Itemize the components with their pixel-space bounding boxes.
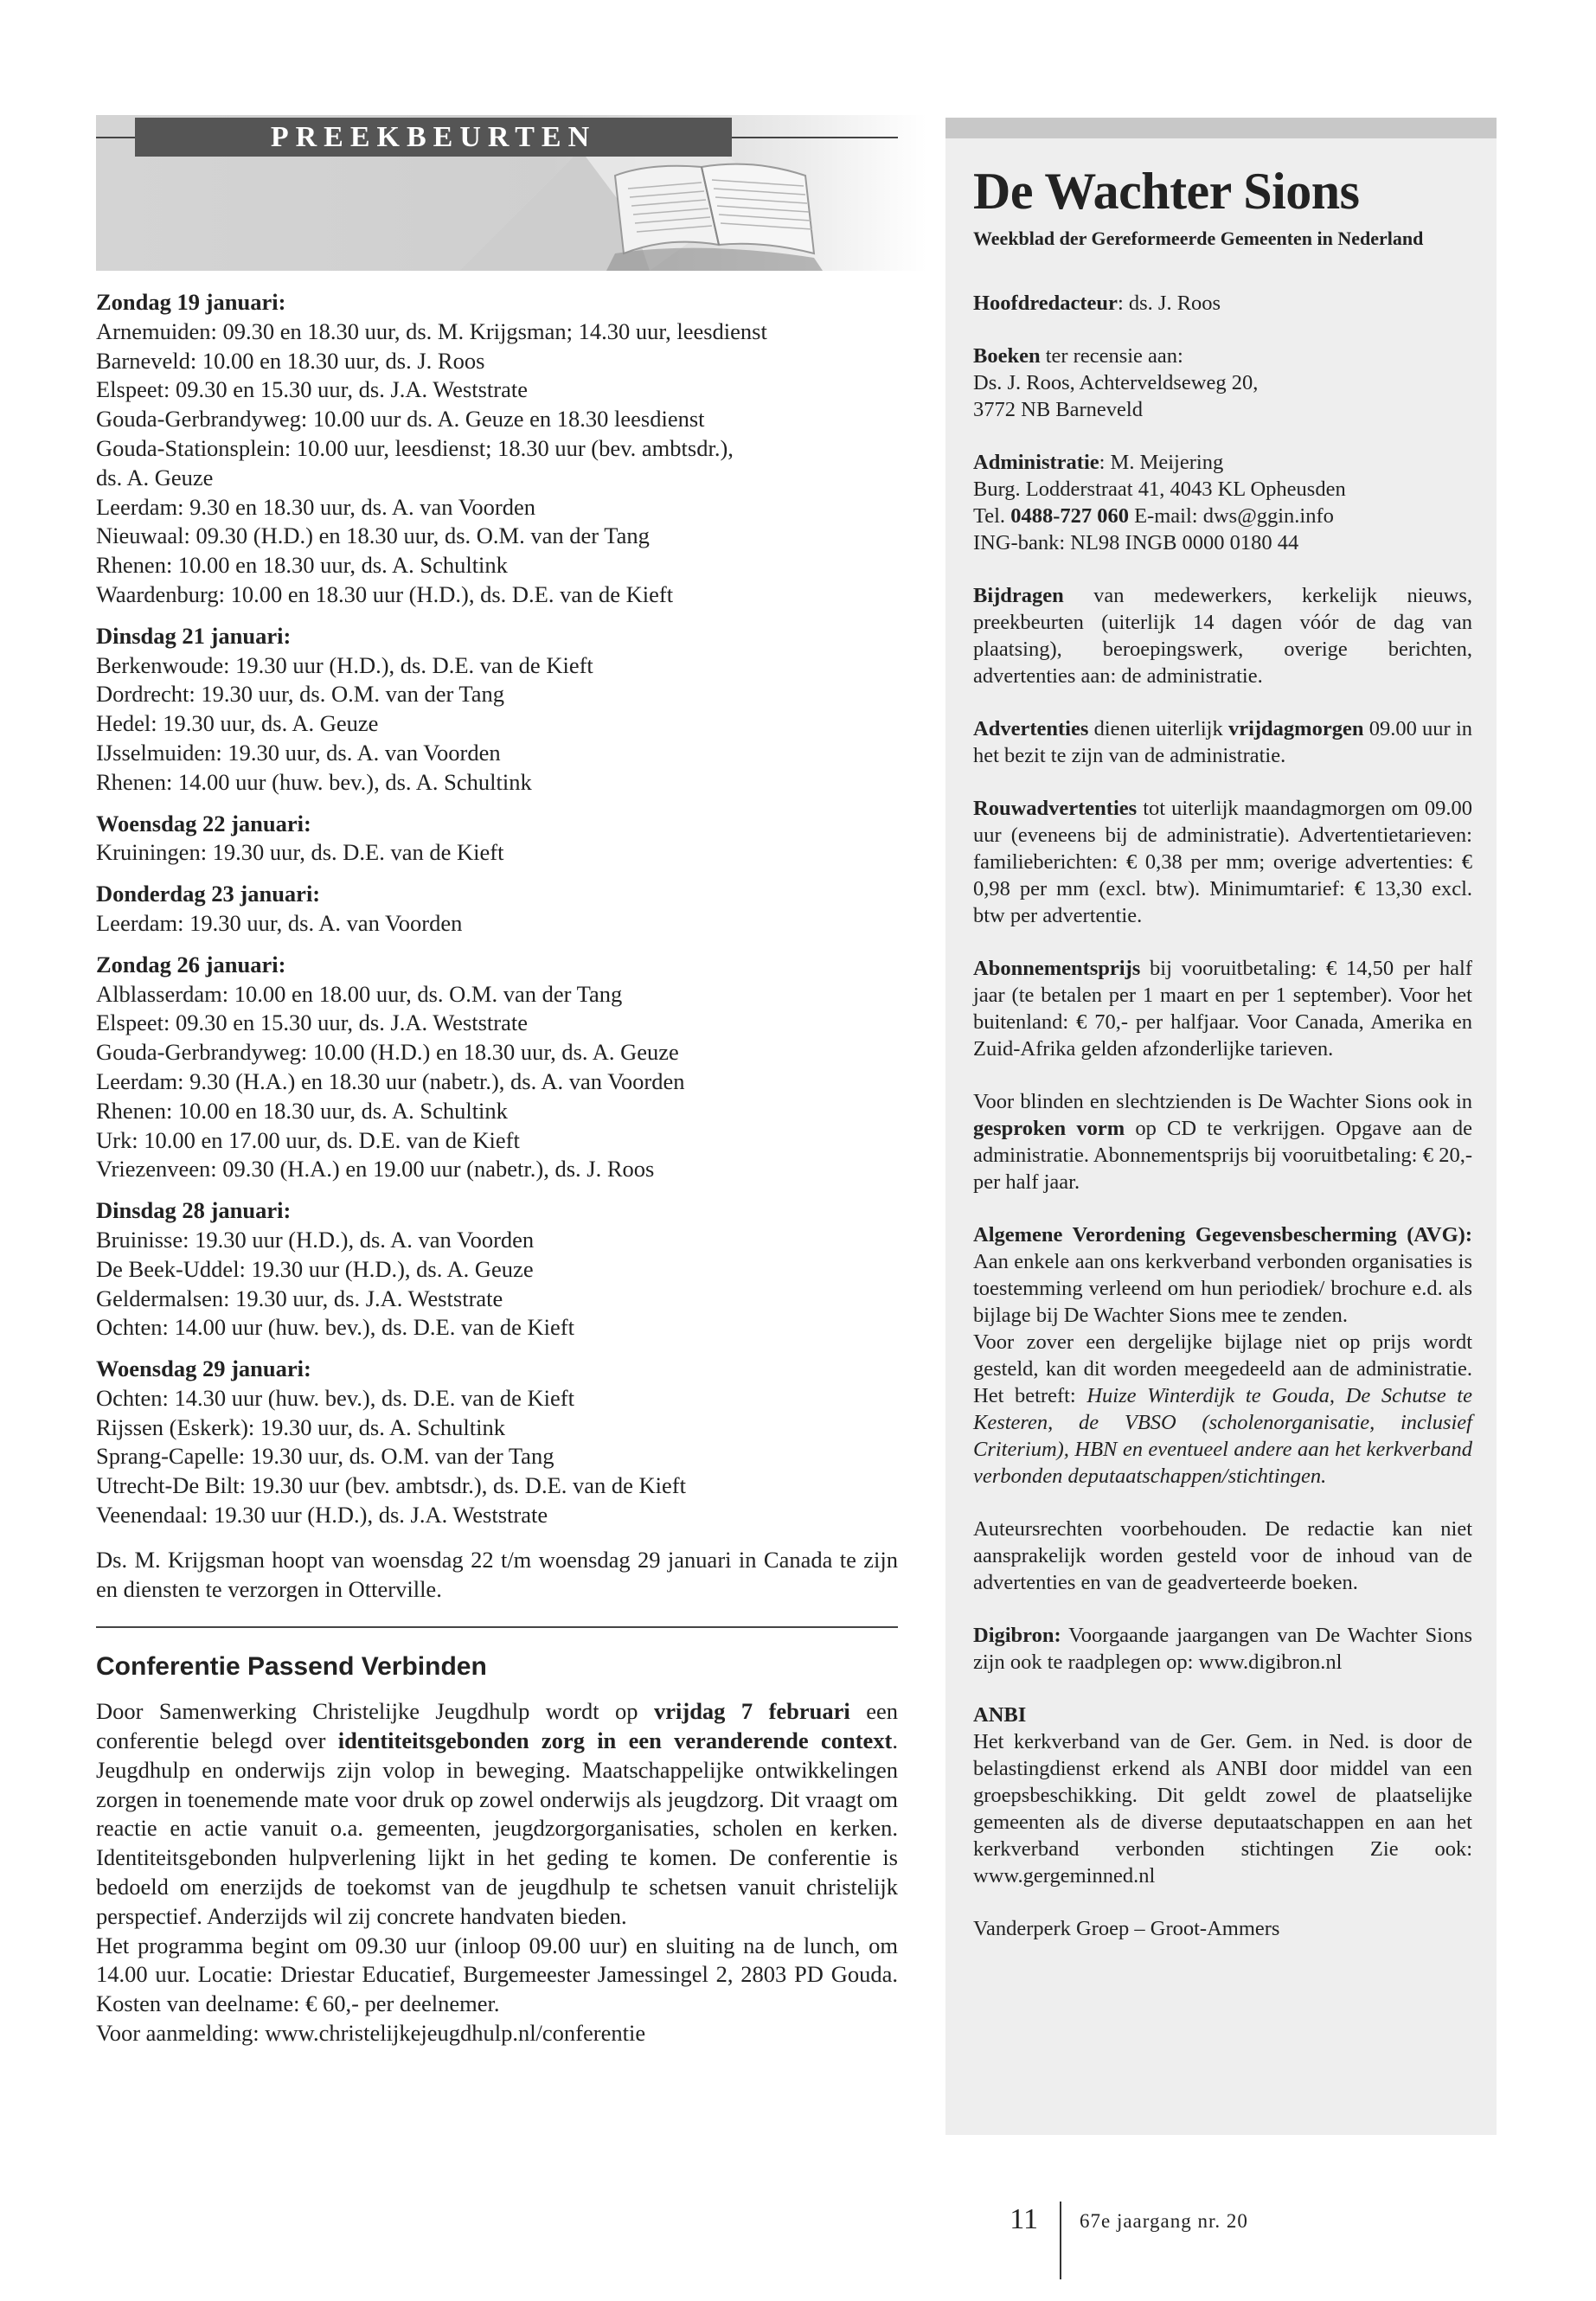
service-line: Veenendaal: 19.30 uur (H.D.), ds. J.A. Weststrate (96, 1502, 548, 1529)
service-day-heading: Dinsdag 28 januari: (96, 1197, 292, 1224)
service-day-heading: Woensdag 22 januari: (96, 810, 311, 836)
service-day-heading: Zondag 26 januari: (96, 951, 286, 977)
subscription-label: Abonnementsprijs (973, 957, 1141, 980)
service-line: Elspeet: 09.30 en 15.30 uur, ds. J.A. Weststrate (96, 1009, 529, 1036)
editor-label: Hoofdredacteur (973, 292, 1118, 315)
service-line: Rhenen: 10.00 en 18.30 uur, ds. A. Schultink (96, 552, 508, 579)
masthead-title: De Wachter Sions (973, 163, 1360, 220)
conference-text: . Jeugdhulp en onderwijs zijn volop in beweging. Maatschappelijke ontwikkelingen zorgen in toenemende mate voor druk op zowel onderwijs als jeugdzorg. Dit vraagt om reactie en actie vanuit o.a. gemeenten, jeugdzorgorganisaties, scholen en kerken. Identiteitsgebonden hulpverlening lijkt in het geding te komen. De conferentie is bedoeld om enerzijds de toekomst van de jeugdhulp te schetsen vanuit christelijk perspectief. Anderzijds wil zij concrete handvaten bieden. (96, 1727, 898, 1929)
service-day-block (96, 1196, 898, 1343)
masthead-subtitle: Weekblad der Gereformeerde Gemeenten in Nederland (973, 228, 1424, 249)
subscription-text: bij vooruitbetaling: € 14,50 per half jaar (te betalen per 1 maart en per 1 september). Voor het buitenland: € 70,- per halfjaar. Voor Canada, Amerika en Zuid-Afrika gelden afzonderlijke tarieven. (973, 957, 1472, 1061)
printer-info: Vanderperk Groep – Groot-Ammers (973, 1917, 1280, 1940)
ads-text: 09.00 uur in het bezit te zijn van de administratie. (973, 717, 1473, 767)
admin-bank: ING-bank: NL98 INGB 0000 0180 44 (973, 531, 1299, 554)
service-line: Rhenen: 14.00 uur (huw. bev.), ds. A. Schultink (96, 768, 532, 795)
preekbeurten-column (96, 288, 898, 2048)
mourning-label: Rouwadvertenties (973, 797, 1138, 820)
digibron-label: Digibron: (973, 1624, 1061, 1647)
service-day-block (96, 288, 898, 610)
conference-title: Conferentie Passend Verbinden (96, 1652, 487, 1682)
service-line: Waardenburg: 10.00 en 18.30 uur (H.D.), ds. D.E. van de Kieft (96, 580, 674, 607)
contributions-text: van medewerkers, kerkelijk nieuws, preekbeurten (uiterlijk 14 dagen vóór de dag van plaatsing), beroepingswerk, overige berichten, advertenties aan: de administratie. (973, 584, 1472, 688)
service-line: Vriezenveen: 09.30 (H.A.) en 19.00 uur (nabetr.), ds. J. Roos (96, 1156, 655, 1183)
service-line: Leerdam: 9.30 (H.A.) en 18.30 uur (nabetr.), ds. A. van Voorden (96, 1067, 685, 1094)
anbi-info (973, 1702, 1472, 1889)
digibron-text: Voorgaande jaargangen van De Wachter Sions zijn ook te raadplegen op: www.digibron.nl (973, 1624, 1472, 1674)
service-day-block (96, 951, 898, 1184)
service-day-block (96, 1355, 898, 1530)
service-day-heading: Dinsdag 21 januari: (96, 622, 292, 649)
service-line: De Beek-Uddel: 19.30 uur (H.D.), ds. A. Geuze (96, 1255, 534, 1282)
audio-text: op CD te verkrijgen. Opgave aan de administratie. Abonnementsprijs bij vooruitbetaling: € 20,- per half jaar. (973, 1117, 1473, 1194)
colophon-sidebar (945, 118, 1497, 2135)
mourning-text: tot uiterlijk maandagmorgen om 09.00 uur (eveneens bij de administratie). Advertentietarieven: familieberichten: € 0,38 per mm; overige advertenties: € 0,98 per mm (excl. btw). Minimumtarief: € 13,30 excl. btw per advertentie. (973, 797, 1472, 927)
service-line: Barneveld: 10.00 en 18.30 uur, ds. J. Roos (96, 347, 485, 374)
conference-programme: Het programma begint om 09.30 uur (inloop 09.00 uur) en sluiting na de lunch, om 14.00 uur. Locatie: Driestar Educatief, Burgemeester Jamessingel 2, 2803 PD Gouda. Kosten van deelname: € 60,- per deelnemer. (96, 1932, 898, 2017)
service-line: Hedel: 19.30 uur, ds. A. Geuze (96, 710, 379, 737)
service-line: Rijssen (Eskerk): 19.30 uur, ds. A. Schultink (96, 1413, 505, 1440)
ads-text: dienen uiterlijk (1088, 717, 1228, 740)
anbi-label: ANBI (973, 1703, 1027, 1727)
services-list (96, 288, 898, 1530)
service-line: Dordrecht: 19.30 uur, ds. O.M. van der Tang (96, 681, 505, 708)
admin-address: Burg. Lodderstraat 41, 4043 KL Opheusden (973, 478, 1346, 501)
administration-info (973, 449, 1472, 556)
service-line: Kruiningen: 19.30 uur, ds. D.E. van de Kieft (96, 839, 504, 866)
contributions-info (973, 582, 1472, 689)
service-line: Berkenwoude: 19.30 uur (H.D.), ds. D.E. van de Kieft (96, 651, 593, 678)
digibron-info (973, 1622, 1472, 1676)
books-text: ter recensie aan: (1040, 344, 1183, 368)
books-info (973, 343, 1472, 423)
advertisements-info (973, 715, 1472, 769)
service-line: Nieuwaal: 09.30 (H.D.) en 18.30 uur, ds. O.M. van der Tang (96, 522, 650, 549)
service-line: Gouda-Stationsplein: 10.00 uur, leesdienst; 18.30 uur (bev. ambtsdr.), (96, 434, 734, 461)
service-line: Urk: 10.00 en 17.00 uur, ds. D.E. van de Kieft (96, 1126, 520, 1153)
service-line: ds. A. Geuze (96, 464, 214, 490)
conference-registration-link[interactable]: Voor aanmelding: www.christelijkejeugdhulp.nl/conferentie (96, 2020, 646, 2047)
service-day-heading: Woensdag 29 januari: (96, 1356, 311, 1382)
conference-body (96, 1697, 898, 2048)
audio-text: Voor blinden en slechtzienden is De Wachter Sions ook in (973, 1090, 1472, 1113)
service-line: Utrecht-De Bilt: 19.30 uur (bev. ambtsdr.), ds. D.E. van de Kieft (96, 1472, 686, 1499)
service-line: Alblasserdam: 10.00 en 18.00 uur, ds. O.M. van der Tang (96, 980, 623, 1007)
admin-label: Administratie (973, 451, 1099, 474)
section-label: PREEKBEURTEN (135, 118, 732, 157)
service-day-heading: Zondag 19 januari: (96, 289, 286, 315)
service-line: Gouda-Gerbrandyweg: 10.00 uur ds. A. Geuze en 18.30 leesdienst (96, 406, 705, 433)
books-address-line: Ds. J. Roos, Achterveldseweg 20, (973, 371, 1259, 394)
service-line: Leerdam: 9.30 en 18.30 uur, ds. A. van Voorden (96, 493, 536, 520)
page-number: 11 (1010, 2203, 1038, 2235)
gdpr-label: Algemene Verordening Gegevensbescherming (AVG): (973, 1223, 1472, 1247)
audio-edition-info (973, 1088, 1472, 1195)
service-line: Bruinisse: 19.30 uur (H.D.), ds. A. van Voorden (96, 1226, 535, 1253)
admin-phone: 0488-727 060 (1010, 504, 1129, 528)
service-line: Arnemuiden: 09.30 en 18.30 uur, ds. M. Krijgsman; 14.30 uur, leesdienst (96, 317, 767, 344)
books-label: Boeken (973, 344, 1041, 368)
service-day-block (96, 810, 898, 868)
service-line: Rhenen: 10.00 en 18.30 uur, ds. A. Schultink (96, 1097, 508, 1124)
ads-label: Advertenties (973, 717, 1089, 740)
admin-email: E-mail: dws@ggin.info (1128, 504, 1334, 528)
gdpr-text: Aan enkele aan ons kerkverband verbonden organisaties is toestemming verleend om hun periodiek/ brochure e.d. als bijlage bij De Wachter Sions mee te zenden. (973, 1250, 1472, 1327)
service-day-heading: Donderdag 23 januari: (96, 881, 321, 907)
mourning-ads-info (973, 795, 1472, 929)
admin-tel-label: Tel. (973, 504, 1011, 528)
books-address-line: 3772 NB Barneveld (973, 398, 1143, 421)
service-line: Leerdam: 19.30 uur, ds. A. van Voorden (96, 909, 463, 936)
gdpr-text: Voor zover een dergelijke bijlage niet op prijs wordt gesteld, kan dit worden meegedeeld aan de administratie. Het betreft: (973, 1330, 1472, 1407)
travel-note: Ds. M. Krijgsman hoopt van woensdag 22 t/m woensdag 29 januari in Canada te zijn en diensten te verzorgen in Otterville. (96, 1546, 898, 1602)
conference-date: vrijdag 7 februari (654, 1698, 850, 1725)
gdpr-organisations: Huize Winterdijk te Gouda, De Schutse te Kesteren, de VBSO (scholenorganisatie, inclusief Criterium), HBN en eventueel andere aan het kerkverband verbonden deputaatschappen/stichtingen. (973, 1384, 1472, 1488)
conference-theme: identiteitsgebonden zorg in een veranderende context (337, 1727, 893, 1754)
editor-info (973, 290, 1472, 317)
editor-value: : ds. J. Roos (1117, 292, 1221, 315)
conference-text: Door Samenwerking Christelijke Jeugdhulp wordt op (96, 1698, 654, 1725)
ads-deadline: vrijdagmorgen (1227, 717, 1364, 740)
service-line: IJsselmuiden: 19.30 uur, ds. A. van Voorden (96, 739, 501, 766)
copyright-info: Auteursrechten voorbehouden. De redactie kan niet aansprakelijk worden gesteld voor de inhoud van de advertenties en van de geadverteerde boeken. (973, 1517, 1472, 1594)
volume-issue: 67e jaargang nr. 20 (1080, 2210, 1248, 2232)
service-line: Ochten: 14.30 uur (huw. bev.), ds. D.E. van de Kieft (96, 1384, 574, 1411)
gdpr-info (973, 1221, 1472, 1490)
conference-text: een conferentie belegd over (96, 1698, 898, 1754)
service-day-block (96, 622, 898, 798)
service-line: Gouda-Gerbrandyweg: 10.00 (H.D.) en 18.30 uur, ds. A. Geuze (96, 1039, 679, 1066)
service-line: Elspeet: 09.30 en 15.30 uur, ds. J.A. Weststrate (96, 376, 529, 403)
service-day-block (96, 880, 898, 939)
admin-value: : M. Meijering (1099, 451, 1224, 474)
section-divider (96, 1626, 898, 1628)
contributions-label: Bijdragen (973, 584, 1064, 607)
service-line: Sprang-Capelle: 19.30 uur, ds. O.M. van der Tang (96, 1443, 554, 1470)
service-line: Ochten: 14.00 uur (huw. bev.), ds. D.E. van de Kieft (96, 1314, 574, 1341)
service-line: Geldermalsen: 19.30 uur, ds. J.A. Weststrate (96, 1285, 503, 1311)
audio-format: gesproken vorm (973, 1117, 1125, 1140)
sidebar-top-bar (945, 118, 1497, 138)
footer-divider (1060, 2202, 1061, 2279)
anbi-text: Het kerkverband van de Ger. Gem. in Ned. is door de belastingdienst erkend als ANBI door middel van een groepsbeschikking. Dit geldt zowel de plaatselijke gemeenten als de diverse deputaatschappen en aan het kerkverband verbonden stichtingen Zie ook: www.gergeminned.nl (973, 1730, 1472, 1888)
subscription-info (973, 955, 1472, 1062)
